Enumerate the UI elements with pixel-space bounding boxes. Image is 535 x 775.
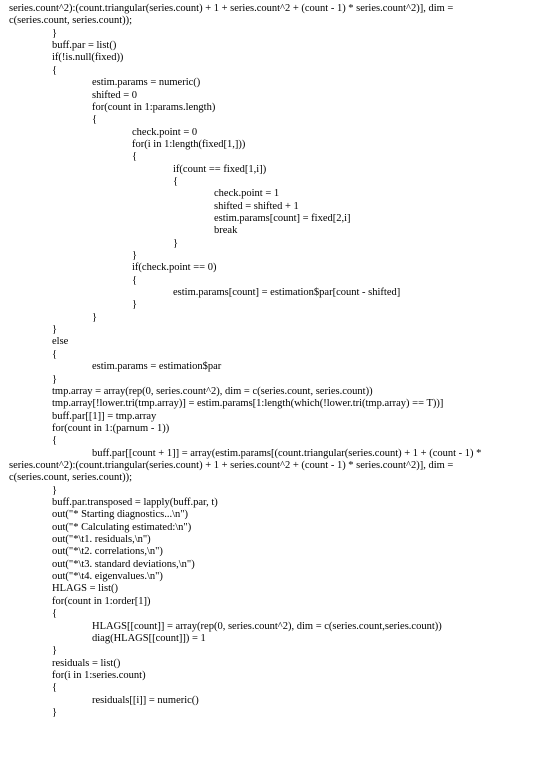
code-line: for(i in 1:length(fixed[1,])) [132, 138, 246, 150]
code-line: } [52, 27, 58, 39]
code-line: out("*\t4. eigenvalues.\n") [52, 571, 163, 583]
code-line: for(count in 1:params.length) [92, 101, 216, 113]
code-line: buff.par[[count + 1]] = array(estim.params[(count.triangular(series.count) + 1 + (count - 1) * [92, 447, 482, 459]
code-line: } [52, 373, 58, 385]
code-line: { [132, 151, 138, 163]
code-line: { [52, 64, 58, 76]
code-line: residuals = list() [52, 657, 121, 669]
code-line: { [52, 435, 58, 447]
code-line: c(series.count, series.count)); [9, 15, 133, 27]
code-line: { [52, 608, 58, 620]
code-line: for(count in 1:(parnum - 1)) [52, 422, 170, 434]
code-line: buff.par = list() [52, 40, 117, 51]
code-line: out("*\t1. residuals,\n") [52, 534, 151, 545]
code-line: series.count^2):(count.triangular(series.count) + 1 + series.count^2 + (count - 1) * series.count^2)], dim = [9, 459, 454, 471]
code-line: check.point = 0 [132, 126, 198, 138]
code-line: HLAGS = list() [52, 583, 119, 595]
code-line: } [173, 237, 179, 249]
code-line: if(check.point == 0) [132, 262, 217, 274]
code-line: if(count == fixed[1,i]) [173, 163, 267, 175]
code-line: } [92, 311, 98, 323]
code-line: tmp.array[!lower.tri(tmp.array)] = estim.params[1:length(which(!lower.tri(tmp.array) == T))] [52, 398, 444, 410]
code-line: } [132, 299, 138, 311]
code-line: { [173, 175, 179, 187]
code-line: out("*\t3. standard deviations,\n") [52, 558, 195, 570]
code-line: for(count in 1:order[1]) [52, 595, 151, 607]
code-line: shifted = 0 [92, 89, 137, 101]
code-line: estim.params[count] = estimation$par[count - shifted] [173, 287, 401, 299]
code-line: out("* Calculating estimated:\n") [52, 521, 192, 533]
code-line: { [52, 348, 58, 360]
code-line: diag(HLAGS[[count]]) = 1 [92, 632, 206, 644]
code-line: } [52, 645, 58, 657]
code-line: estim.params = estimation$par [92, 361, 222, 373]
code-line: for(i in 1:series.count) [52, 669, 146, 681]
code-line: check.point = 1 [214, 188, 280, 200]
code-line: { [92, 114, 98, 126]
code-line: out("*\t2. correlations,\n") [52, 546, 163, 558]
code-line: buff.par.transposed = lapply(buff.par, t) [52, 497, 218, 508]
code-line: series.count^2):(count.triangular(series.count) + 1 + series.count^2 + (count - 1) * series.count^2)], dim = [9, 3, 454, 14]
code-line: out("* Starting diagnostics...\n") [52, 509, 189, 521]
code-line: buff.par[[1]] = tmp.array [52, 410, 157, 422]
code-line: else [52, 336, 69, 348]
code-line: estim.params = numeric() [92, 77, 201, 89]
code-line: } [52, 484, 58, 496]
code-line: } [52, 324, 58, 336]
code-line: shifted = shifted + 1 [214, 200, 299, 212]
code-line: { [52, 682, 58, 694]
code-line: residuals[[i]] = numeric() [92, 694, 199, 706]
code-line: HLAGS[[count]] = array(rep(0, series.count^2), dim = c(series.count,series.count)) [92, 620, 442, 632]
code-line: } [52, 706, 58, 718]
code-line: } [132, 250, 138, 261]
code-line: estim.params[count] = fixed[2,i] [214, 212, 351, 224]
code-line: tmp.array = array(rep(0, series.count^2), dim = c(series.count, series.count)) [52, 385, 373, 397]
code-line: break [214, 225, 238, 237]
code-line: { [132, 274, 138, 286]
code-line: c(series.count, series.count)); [9, 472, 133, 484]
code-line: if(!is.null(fixed)) [52, 52, 124, 64]
